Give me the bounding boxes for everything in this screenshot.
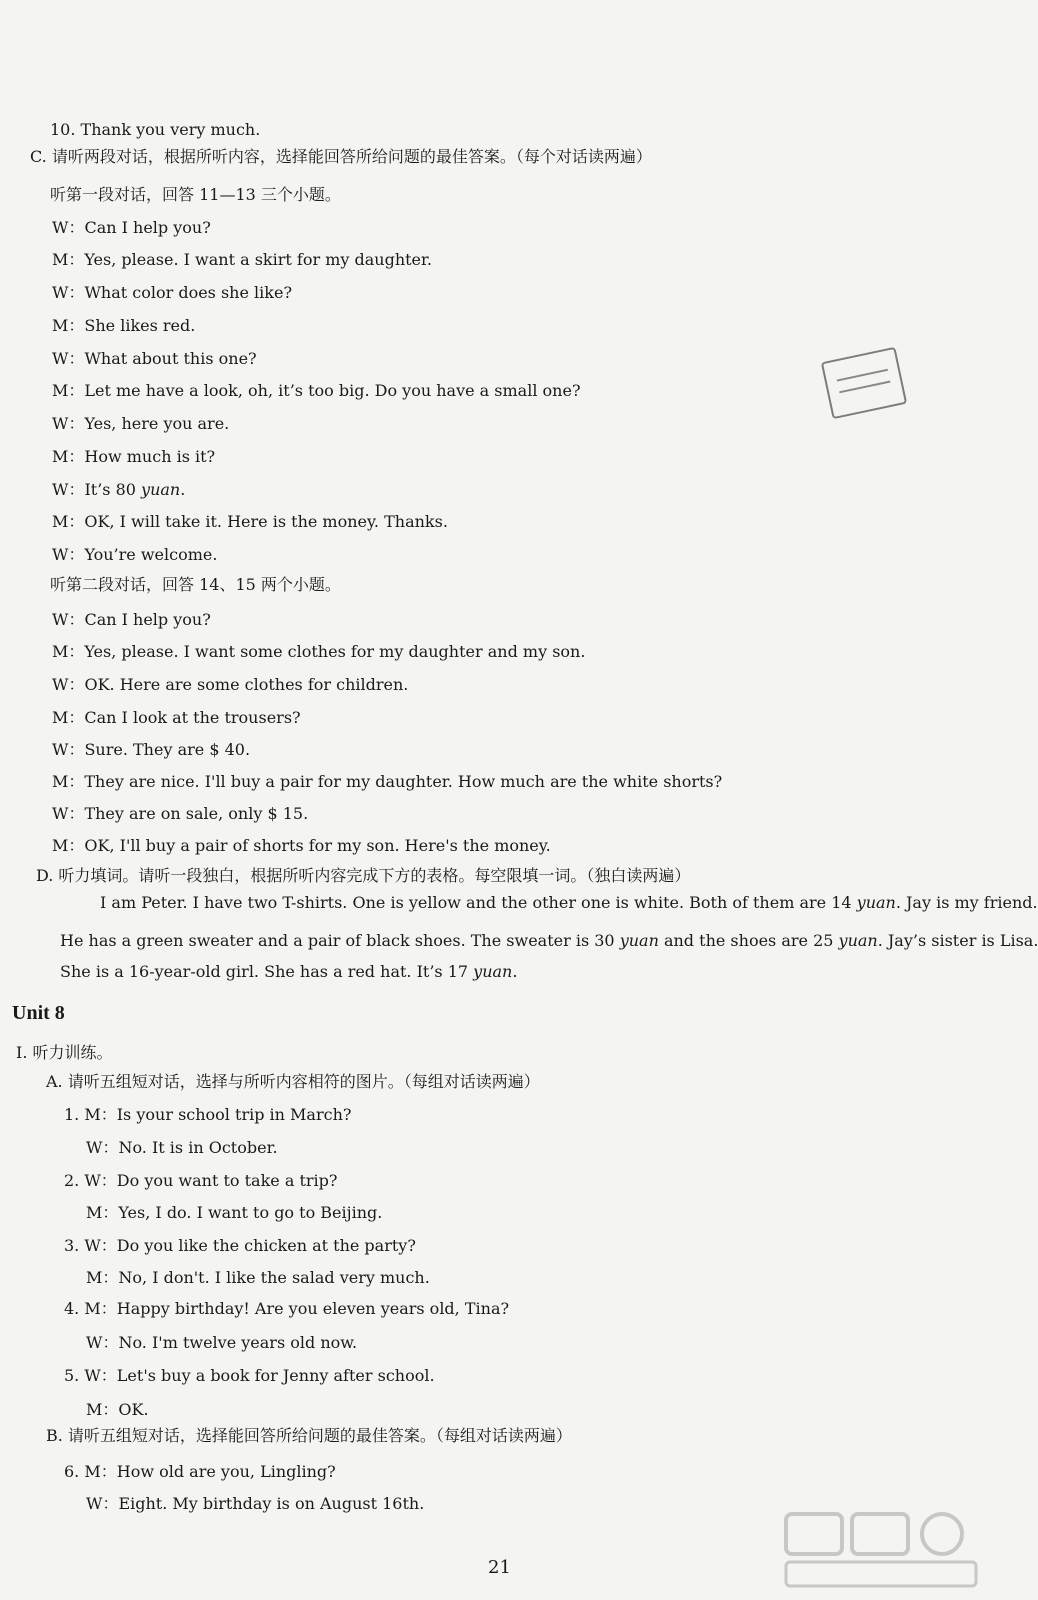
dialogue-line (52, 480, 185, 500)
text-segment: . (512, 962, 518, 981)
dialogue-line: W：OK. Here are some clothes for children. (52, 675, 409, 694)
dialogue-line: M：Can I look at the trousers? (52, 708, 301, 727)
dialogue-line: M：She likes red. (52, 316, 196, 335)
answer-line: M：No, I don't. I like the salad very much. (86, 1268, 430, 1287)
text-segment: He has a green sweater and a pair of black shoes. The sweater is 30 (60, 931, 620, 950)
text-segment: and the shoes are 25 (658, 931, 839, 950)
dialogue-line: W：Can I help you? (52, 218, 211, 237)
section-d-instruction: D. 听力填词。请听一段独白，根据所听内容完成下方的表格。每空限填一词。（独白读两遍） (36, 866, 691, 885)
answer-line: W：Eight. My birthday is on August 16th. (86, 1494, 425, 1513)
dialogue-line: W：You’re welcome. (52, 545, 218, 564)
unit-heading: Unit 8 (12, 1002, 65, 1024)
dialogue-line: M：Yes, please. I want a skirt for my daughter. (52, 250, 432, 269)
dialogue-line: M：How much is it? (52, 447, 216, 466)
text-line: 10. Thank you very much. (50, 120, 261, 139)
dialogue-line: W：Sure. They are $ 40. (52, 740, 251, 759)
dialogue-line: W：Yes, here you are. (52, 414, 230, 433)
italic-yuan: yuan (473, 962, 513, 981)
text-segment: . Jay is my friend. (895, 893, 1038, 912)
italic-yuan: yuan (141, 480, 181, 499)
text-segment: I am Peter. I have two T-shirts. One is yellow and the other one is white. Both of them are 14 (100, 893, 857, 912)
answer-line: W：No. It is in October. (86, 1138, 278, 1157)
section-a-instruction: A. 请听五组短对话，选择与所听内容相符的图片。（每组对话读两遍） (46, 1072, 540, 1091)
answer-line: W：No. I'm twelve years old now. (86, 1333, 358, 1352)
dialogue-line: M：OK, I'll buy a pair of shorts for my son. Here's the money. (52, 836, 551, 855)
text-segment: . (180, 480, 186, 499)
text-segment: . Jay’s sister is Lisa. (877, 931, 1038, 950)
page-number: 21 (488, 1557, 511, 1578)
monologue-line (100, 893, 1038, 913)
question-line: 5. W：Let's buy a book for Jenny after school. (64, 1366, 435, 1385)
question-line: 6. M：How old are you, Lingling? (64, 1462, 336, 1481)
italic-yuan: yuan (619, 931, 659, 950)
section-b-instruction: B. 请听五组短对话，选择能回答所给问题的最佳答案。（每组对话读两遍） (46, 1426, 572, 1445)
dialogue-line: M：Let me have a look, oh, it’s too big. Do you have a small one? (52, 381, 581, 400)
section-c-instruction: C. 请听两段对话，根据所听内容，选择能回答所给问题的最佳答案。（每个对话读两遍） (30, 147, 652, 166)
italic-yuan: yuan (856, 893, 896, 912)
dialogue-line: W：What color does she like? (52, 283, 293, 302)
text-segment: W：It’s 80 (52, 480, 142, 499)
question-line: 3. W：Do you like the chicken at the party? (64, 1236, 416, 1255)
text-segment: She is a 16-year-old girl. She has a red hat. It’s 17 (60, 962, 474, 981)
monologue-line (60, 931, 1038, 951)
stamp-icon (821, 347, 907, 420)
answer-line: M：Yes, I do. I want to go to Beijing. (86, 1203, 383, 1222)
monologue-line (60, 962, 517, 982)
answer-line: M：OK. (86, 1400, 149, 1419)
watermark-logo-icon (782, 1510, 982, 1590)
question-line: 4. M：Happy birthday! Are you eleven years old, Tina? (64, 1299, 510, 1318)
dialogue-line: W：What about this one? (52, 349, 257, 368)
section-heading: Ⅰ. 听力训练。 (16, 1043, 113, 1062)
dialogue-2-instruction: 听第二段对话，回答 14、15 两个小题。 (50, 575, 341, 594)
dialogue-line: M：Yes, please. I want some clothes for my daughter and my son. (52, 642, 586, 661)
dialogue-line: M：OK, I will take it. Here is the money. Thanks. (52, 512, 448, 531)
dialogue-line: W：Can I help you? (52, 610, 211, 629)
dialogue-line: M：They are nice. I'll buy a pair for my daughter. How much are the white shorts? (52, 772, 723, 791)
dialogue-1-instruction: 听第一段对话，回答 11—13 三个小题。 (50, 185, 341, 204)
italic-yuan: yuan (838, 931, 878, 950)
question-line: 2. W：Do you want to take a trip? (64, 1171, 338, 1190)
dialogue-line: W：They are on sale, only $ 15. (52, 804, 309, 823)
question-line: 1. M：Is your school trip in March? (64, 1105, 352, 1124)
